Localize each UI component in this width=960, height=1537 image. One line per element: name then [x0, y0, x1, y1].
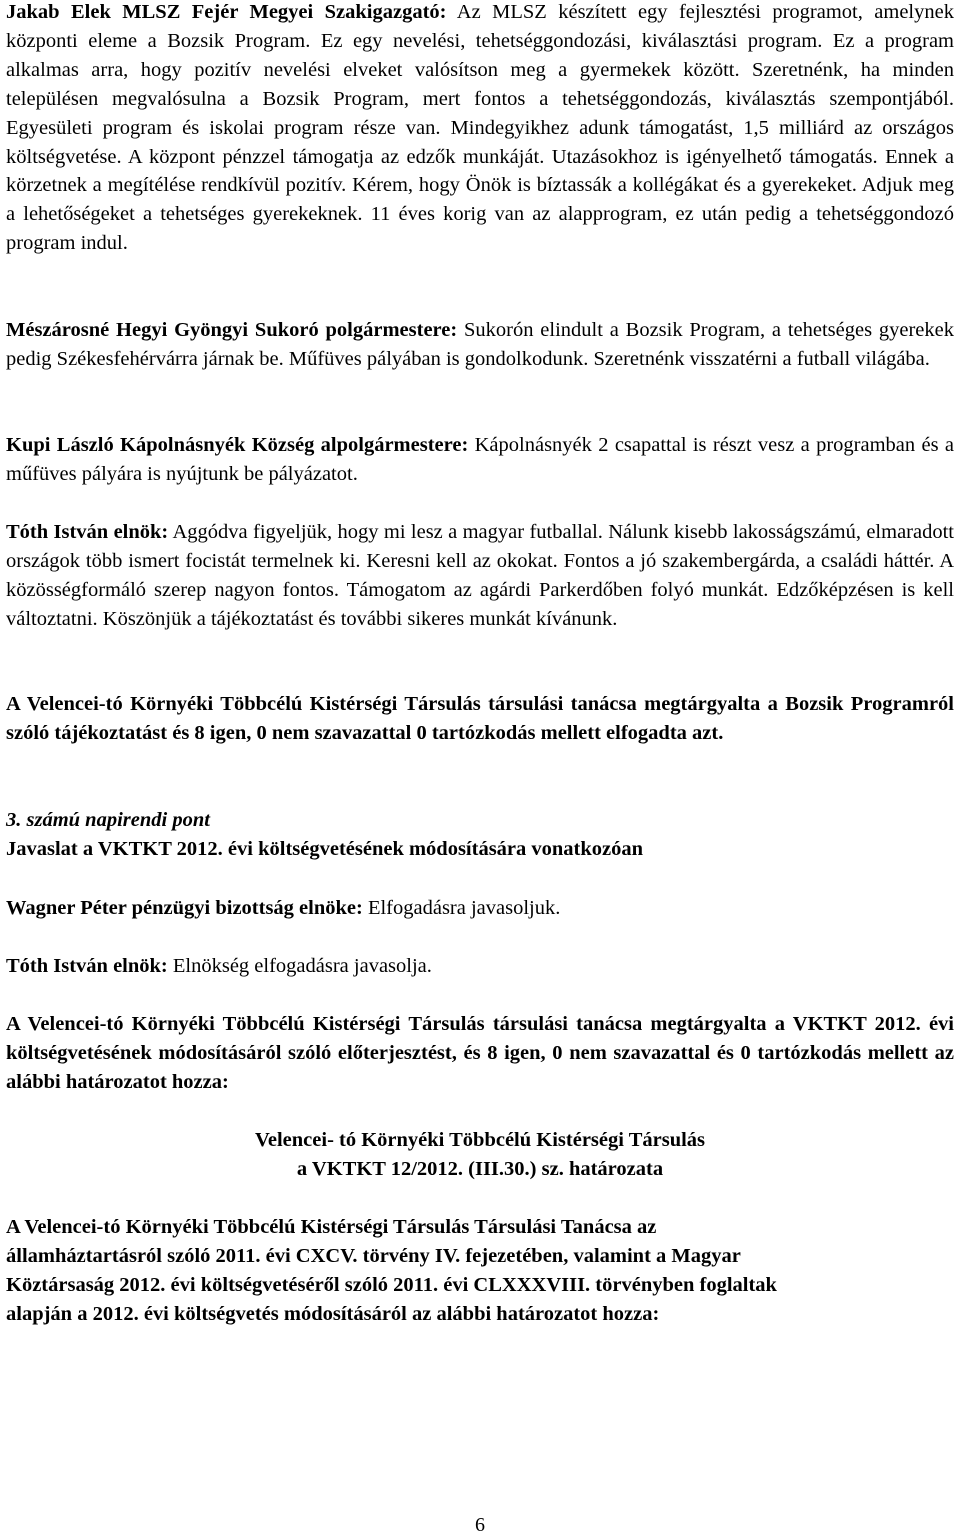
speaker-name: Kupi László Kápolnásnyék Község alpolgármestere:: [6, 434, 469, 456]
preamble-line: államháztartásról szóló 2011. évi CXCV. törvény IV. fejezetében, valamint a Magyar: [6, 1244, 741, 1267]
resolution-heading-line: a VKTKT 12/2012. (III.30.) sz. határozata: [296, 1157, 664, 1180]
paragraph-kupi-laszlo: [6, 431, 954, 489]
speaker-name: Tóth István elnök:: [6, 521, 169, 543]
preamble-line: A Velencei-tó Környéki Többcélú Kistérségi Társulás Társulási Tanácsa az: [6, 1216, 657, 1238]
agenda-number: 3. számú napirendi pont: [6, 809, 210, 831]
agenda-title: Javaslat a VKTKT 2012. évi költségvetésének módosítására vonatkozóan: [6, 837, 644, 860]
paragraph-text: Elfogadásra javasoljuk.: [362, 897, 561, 919]
resolution-heading: [6, 1126, 954, 1184]
speaker-name: Tóth István elnök:: [6, 955, 168, 977]
paragraph-text: Elnökség elfogadásra javasolja.: [167, 955, 432, 977]
decision-bozsik-program: A Velencei-tó Környéki Többcélú Kistérségi Társulás társulási tanácsa megtárgyalta a Bozsik Programról szóló tájékoztatást és 8 igen, 0 nem szavazattal 0 tartózkodás mellett elfogadta azt.: [6, 693, 954, 744]
speaker-name: Mészárosné Hegyi Gyöngyi Sukoró polgármestere:: [6, 319, 458, 341]
paragraph-text: Az MLSZ készített egy fejlesztési programot, amelynek központi eleme a Bozsik Program. Ez egy nevelési, tehetséggondozási, kiválasztási program. Ez a program alkalmas arra, hogy pozitív nevelési elveket valósítson meg a gyermekek között. Szeretnénk, ha minden településen megvalósulna a Bozsik Program, mert fontos a tehetséggondozás, kiválasztás szempontjából. Egyesületi program és iskolai program része van. Mindegyikhez adunk támogatást, 1,5 milliárd az országos költségvetése. A központ pénzzel támogatja az edzők munkáját. Utazásokhoz is igényelhető támogatás. Ennek a körzetnek a megítélése rendkívül pozitív. Kérem, hogy Önök is bíztassák a kollégákat és a gyerekeket. Adjuk meg a lehetőségeket a tehetséges gyerekeknek. 11 éves korig van az alapprogram, ez után pedig a tehetséggondozó program indul.: [6, 1, 954, 255]
preamble-line: Köztársaság 2012. évi költségvetéséről szóló 2011. évi CLXXXVIII. törvényben foglaltak: [6, 1273, 777, 1296]
preamble-line: alapján a 2012. évi költségvetés módosításáról az alábbi határozatot hozza:: [6, 1302, 660, 1325]
paragraph-toth-istvan: [6, 518, 954, 634]
resolution-heading-line: Velencei- tó Környéki Többcélú Kistérségi Társulás: [254, 1129, 706, 1151]
paragraph-text: Kápolnásnyék 2 csapattal is részt vesz a programban és a műfüves pályára is nyújtunk be pályázatot.: [6, 434, 954, 485]
paragraph-text: Sukorón elindult a Bozsik Program, a tehetséges gyerekek pedig Székesfehérvárra járnak be. Műfüves pályában is gondolkodunk. Szeretnénk visszatérni a futball világába.: [6, 319, 954, 370]
speaker-name: Jakab Elek MLSZ Fejér Megyei Szakigazgató:: [6, 1, 447, 23]
paragraph-jakab-elek: [6, 0, 954, 258]
paragraph-text: Aggódva figyeljük, hogy mi lesz a magyar futballal. Nálunk kisebb lakosságszámú, elmaradott országok több ismert focistát termelnek ki. Keresni kell az okokat. Fontos a jó szakembergárda, a családi háttér. A közösségformáló szerep nagyon fontos. Támogatom az agárdi Parkerdőben folyó munkát. Edzőképzésen is kell változtatni. Köszönjük a tájékoztatást és további sikeres munkát kívánunk.: [6, 521, 954, 630]
paragraph-wagner-peter: [6, 894, 954, 923]
agenda-item: [6, 806, 954, 864]
paragraph-meszarosne: [6, 316, 954, 374]
decision-budget-amendment: A Velencei-tó Környéki Többcélú Kistérségi Társulás társulási tanácsa megtárgyalta a VKTKT 2012. évi költségvetésének módosításáról szóló előterjesztést, és 8 igen, 0 nem szavazattal és 0 tartózkodás mellett az alábbi határozatot hozza:: [6, 1013, 954, 1093]
speaker-name: Wagner Péter pénzügyi bizottság elnöke:: [6, 897, 363, 919]
paragraph-toth-istvan-2: [6, 952, 954, 981]
page-number: 6: [475, 1514, 485, 1536]
resolution-preamble: [6, 1213, 954, 1329]
